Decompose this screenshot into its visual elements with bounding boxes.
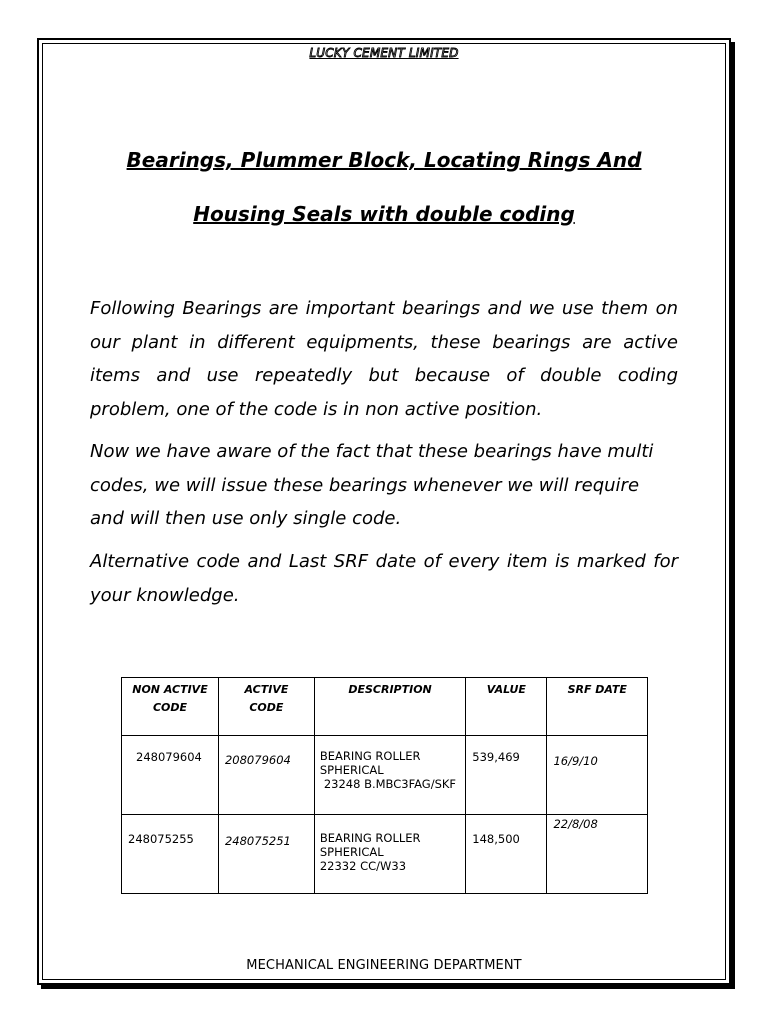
srf-date-cell: 22/8/08: [547, 815, 648, 894]
company-name: LUCKY CEMENT LIMITED: [309, 46, 459, 60]
header-srf-date: SRF DATE: [547, 678, 648, 736]
description-cell: BEARING ROLLER SPHERICAL 22332 CC/W33: [314, 815, 465, 894]
active-code-cell: 208079604: [218, 736, 314, 815]
document-title-line-2: Housing Seals with double coding: [193, 202, 575, 226]
document-title-line-1: Bearings, Plummer Block, Locating Rings And: [126, 148, 642, 172]
department-footer: MECHANICAL ENGINEERING DEPARTMENT: [246, 958, 522, 973]
multi-code-paragraph: Now we have aware of the fact that these bearings have multi codes, we will issue these bearings whenever we will require and will then use only single code.: [90, 441, 654, 529]
table-header-row: [122, 678, 648, 736]
non-active-code-cell: 248079604: [122, 736, 219, 815]
header-non-active-code: NON ACTIVE CODE: [122, 678, 219, 736]
bearing-codes-table: [121, 677, 648, 894]
intro-paragraph: Following Bearings are important bearings and we use them on our plant in different equipments, these bearings are active items and use repeatedly but because of double coding problem, one of the code is in non active position.: [90, 298, 678, 420]
active-code-cell: 248075251: [218, 815, 314, 894]
table-row: [122, 815, 648, 894]
value-cell: 148,500: [466, 815, 547, 894]
header-description: DESCRIPTION: [314, 678, 465, 736]
header-value: VALUE: [466, 678, 547, 736]
value-cell: 539,469: [466, 736, 547, 815]
description-cell: BEARING ROLLER SPHERICAL 23248 B.MBC3FAG/SKF: [314, 736, 465, 815]
table-row: [122, 736, 648, 815]
non-active-code-cell: 248075255: [122, 815, 219, 894]
alternative-code-paragraph: Alternative code and Last SRF date of every item is marked for your knowledge.: [90, 551, 678, 606]
srf-date-cell: 16/9/10: [547, 736, 648, 815]
header-active-code: ACTIVE CODE: [218, 678, 314, 736]
